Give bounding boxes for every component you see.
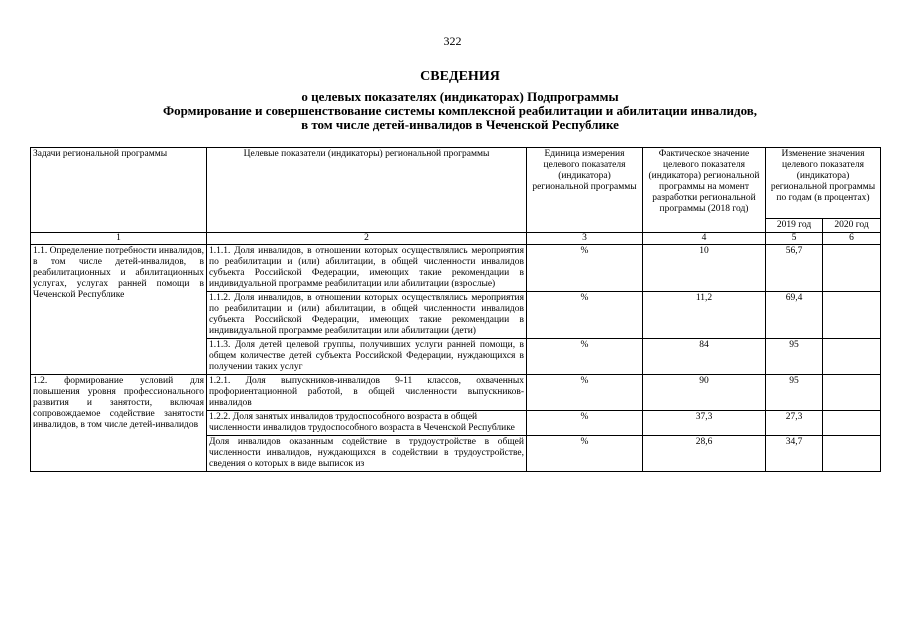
actual-value-cell: 10 <box>643 245 766 292</box>
document-title <box>60 70 860 132</box>
title-main: СВЕДЕНИЯ <box>420 69 500 84</box>
actual-value-cell: 84 <box>643 339 766 375</box>
indicator-cell: 1.1.3. Доля детей целевой группы, получивших услуги ранней помощи, в общем количестве детей субъекта Российской Федерации, нуждающихся в получении таких услуг <box>207 339 527 375</box>
header-tasks: Задачи региональной программы <box>31 148 207 233</box>
indicator-cell: Доля инвалидов оказанным содействие в трудоустройстве в общей численности инвалидов, нуждающихся в содействии в трудоустройстве, сведения о которых в виде выписок из <box>207 436 527 472</box>
year-2019-cell: 95 <box>766 375 823 411</box>
column-number: 5 <box>766 233 823 245</box>
table-row <box>31 245 881 292</box>
year-2019-cell: 34,7 <box>766 436 823 472</box>
year-2020-cell <box>823 375 881 411</box>
unit-cell: % <box>527 245 643 292</box>
year-2019-cell: 56,7 <box>766 245 823 292</box>
column-numbers-row <box>31 233 881 245</box>
task-cell: 1.1. Определение потребности инвалидов, в том числе детей-инвалидов, в реабилитационных и абилитационных услугах, услугах ранней помощи в Чеченской Республике <box>31 245 207 375</box>
actual-value-cell: 11,2 <box>643 292 766 339</box>
actual-value-cell: 37,3 <box>643 411 766 436</box>
header-unit: Единица измерения целевого показателя (индикатора) региональной программы <box>527 148 643 233</box>
unit-cell: % <box>527 411 643 436</box>
column-number: 6 <box>823 233 881 245</box>
actual-value-cell: 90 <box>643 375 766 411</box>
indicator-cell: 1.1.2. Доля инвалидов, в отношении которых осуществлялись мероприятия по реабилитации и (или) абилитации, в общей численности инвалидов субъекта Российской Федерации, имеющих такие рекомендации в индивидуальной программе реабилитации или абилитации (дети) <box>207 292 527 339</box>
header-actual-value: Фактическое значение целевого показателя (индикатора) региональной программы на момент разработки региональной программы (2018 год) <box>643 148 766 233</box>
header-indicators: Целевые показатели (индикаторы) региональной программы <box>207 148 527 233</box>
column-number: 1 <box>31 233 207 245</box>
unit-cell: % <box>527 375 643 411</box>
header-change-by-year: Изменение значения целевого показателя (индикатора) региональной программы по годам (в процентах) <box>766 148 881 219</box>
indicators-table <box>30 147 881 472</box>
title-subtitle-line1: о целевых показателях (индикаторах) Подпрограммы <box>301 89 619 104</box>
unit-cell: % <box>527 339 643 375</box>
year-2020-cell <box>823 245 881 292</box>
indicator-cell: 1.2.1. Доля выпускников-инвалидов 9-11 классов, охваченных профориентационной работой, в общей численности выпускников-инвалидов <box>207 375 527 411</box>
table-header-row <box>31 148 881 219</box>
indicator-cell: 1.1.1. Доля инвалидов, в отношении которых осуществлялись мероприятия по реабилитации и (или) абилитации, в общей численности инвалидов субъекта Российской Федерации, имеющих такие рекомендации в индивидуальной программе реабилитации или абилитации (взрослые) <box>207 245 527 292</box>
column-number: 4 <box>643 233 766 245</box>
indicator-cell: 1.2.2. Доля занятых инвалидов трудоспособного возраста в общей численности инвалидов трудоспособного возраста в Чеченской Республике <box>207 411 527 436</box>
year-2020-cell <box>823 436 881 472</box>
title-subtitle-line2: Формирование и совершенствование системы комплексной реабилитации и абилитации инвалидов, <box>162 103 758 118</box>
table-row <box>31 375 881 411</box>
header-year-2020: 2020 год <box>823 219 881 233</box>
title-subtitle-line3: в том числе детей-инвалидов в Чеченской Республике <box>301 117 619 132</box>
actual-value-cell: 28,6 <box>643 436 766 472</box>
year-2019-cell: 69,4 <box>766 292 823 339</box>
year-2019-cell: 27,3 <box>766 411 823 436</box>
column-number: 3 <box>527 233 643 245</box>
header-year-2019: 2019 год <box>766 219 823 233</box>
year-2020-cell <box>823 411 881 436</box>
column-number: 2 <box>207 233 527 245</box>
year-2020-cell <box>823 292 881 339</box>
unit-cell: % <box>527 436 643 472</box>
unit-cell: % <box>527 292 643 339</box>
year-2019-cell: 95 <box>766 339 823 375</box>
year-2020-cell <box>823 339 881 375</box>
task-cell: 1.2. формирование условий для повышения уровня профессионального развития и занятости, включая сопровождаемое содействие занятости инвалидов, в том числе детей-инвалидов <box>31 375 207 472</box>
page-number: 322 <box>443 34 462 48</box>
